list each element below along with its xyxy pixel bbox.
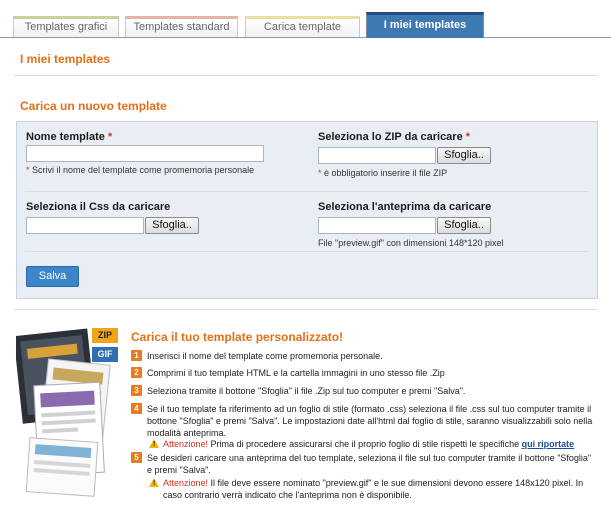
section-divider [14, 309, 598, 310]
tab-templates-standard[interactable]: Templates standard [125, 16, 238, 37]
hint-star: * [318, 168, 322, 178]
warning-text [163, 438, 603, 450]
step-number: 2 [131, 367, 142, 378]
preview-hint: File "preview.gif" con dimensioni 148*120 pixel [318, 238, 504, 248]
warning-label: Attenzione! [163, 478, 209, 488]
css-browse-button[interactable]: Sfoglia.. [145, 217, 199, 234]
template-name-input[interactable] [26, 145, 264, 162]
step-number: 5 [131, 452, 142, 463]
form-divider [25, 251, 589, 252]
preview-label: Seleziona l'anteprima da caricare [318, 201, 492, 213]
step-number: 1 [131, 350, 142, 361]
name-hint [26, 165, 254, 175]
warning-icon-mark: ! [153, 480, 156, 487]
tab-i-miei-templates[interactable]: I miei templates [366, 12, 484, 38]
zip-label-text: Seleziona lo ZIP da caricare [318, 131, 463, 143]
step-number: 3 [131, 385, 142, 396]
step-text: Comprimi il tuo template HTML e la cartella immagini in uno stesso file .Zip [147, 368, 445, 378]
required-marker: * [465, 131, 471, 143]
step-text: Inserisci il nome del template come promemoria personale. [147, 351, 383, 361]
warning-text [163, 477, 603, 501]
tab-carica-template[interactable]: Carica template [245, 16, 360, 37]
preview-browse-button[interactable]: Sfoglia.. [437, 217, 491, 234]
warning-label: Attenzione! [163, 439, 209, 449]
step-text: Se desideri caricare una anteprima del tuo template, seleziona il file sul tuo computer tramite il bottone "Sfoglia" e premi "Salva". [147, 453, 592, 475]
zip-hint-text: è obbligatorio inserire il file ZIP [321, 168, 448, 178]
section-title: Carica un nuovo template [20, 99, 167, 113]
css-label: Seleziona il Css da caricare [26, 201, 171, 213]
warning-message: Il file deve essere nominato "preview.gif" e le sue dimensioni devono essere 148x120 pixel. In caso contrario verrà indicato che l'anteprima non è disponibile. [163, 478, 584, 500]
warning-message: Prima di procedere assicurarsi che il proprio foglio di stile rispetti le specifiche [208, 439, 522, 449]
hint-star: * [26, 165, 30, 175]
warning-icon-mark: ! [153, 441, 156, 448]
step-text: Seleziona tramite il bottone "Sfoglia" il file .Zip sul tuo computer e premi "Salva". [147, 386, 466, 396]
tab-bar-baseline [0, 37, 611, 38]
specifications-link[interactable]: qui riportate [521, 439, 575, 449]
zip-badge: ZIP [92, 328, 118, 343]
zip-browse-button[interactable]: Sfoglia.. [437, 147, 491, 164]
upload-form [16, 121, 598, 299]
tab-templates-grafici[interactable]: Templates grafici [13, 16, 119, 37]
save-button[interactable]: Salva [26, 266, 79, 287]
css-file-input[interactable] [26, 217, 144, 234]
name-label [26, 131, 112, 143]
template-illustration [16, 322, 122, 497]
step-text: Se il tuo template fa riferimento ad un foglio di stile (formato .css) seleziona il file .css sul tuo computer tramite il bottone "Sfoglia" e premi "Salva". Le impostazioni date all'html dal foglio di stile, saranno visualizzabili solo nella modalità anteprima. [147, 404, 593, 438]
gif-badge: GIF [92, 347, 118, 362]
preview-file-input[interactable] [318, 217, 436, 234]
required-marker: * [107, 131, 113, 143]
zip-hint [318, 168, 447, 178]
zip-label [318, 131, 470, 143]
info-title: Carica il tuo template personalizzato! [131, 330, 344, 344]
tab-bar [0, 12, 611, 38]
form-divider [25, 191, 589, 192]
title-divider [14, 75, 598, 76]
name-label-text: Nome template [26, 131, 105, 143]
page-title: I miei templates [20, 52, 111, 66]
zip-file-input[interactable] [318, 147, 436, 164]
step-number: 4 [131, 403, 142, 414]
name-hint-text: Scrivi il nome del template come promemoria personale [29, 165, 255, 175]
